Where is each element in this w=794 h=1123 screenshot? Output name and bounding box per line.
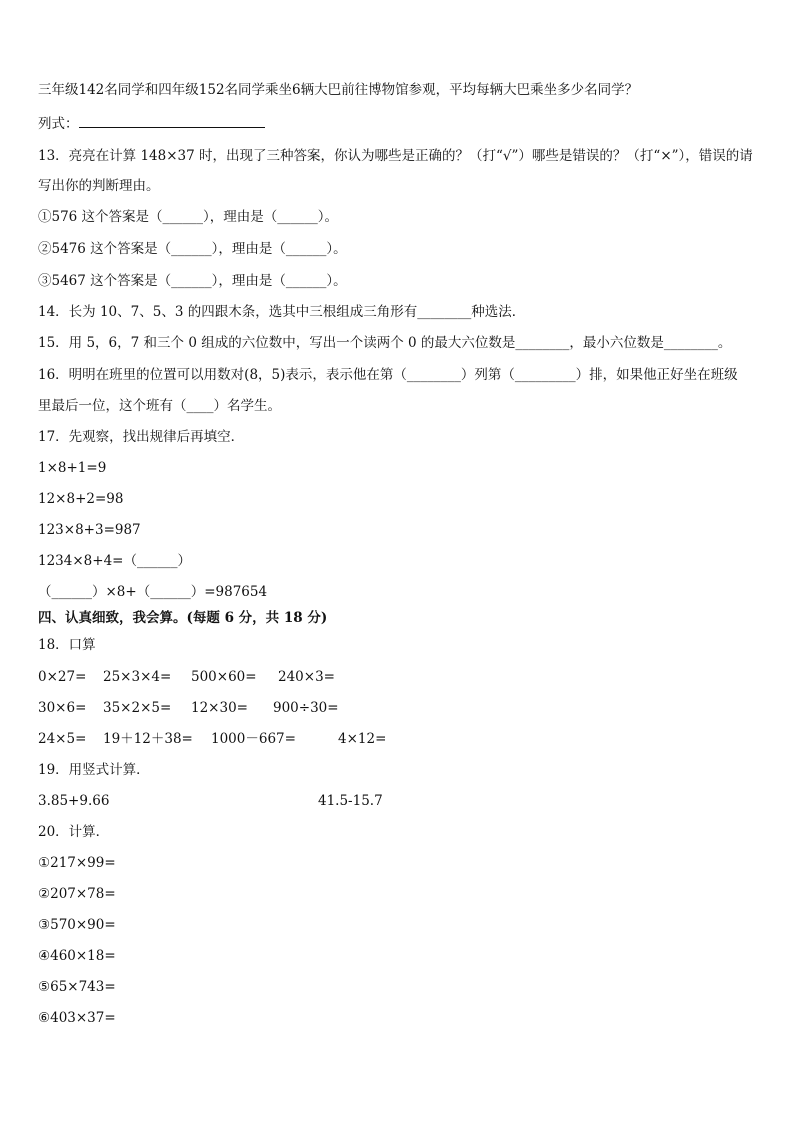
q18-r2-c4: 900÷30= (273, 700, 339, 716)
formula-blank[interactable] (79, 113, 265, 128)
q18-r1-c1: 0×27= (38, 669, 87, 685)
q18-row-3 (38, 729, 386, 749)
q13-item-3: ③5467 这个答案是（______），理由是（______）。 (38, 273, 347, 289)
q19-item-2: 41.5-15.7 (318, 793, 383, 809)
q20-item-5: ⑤65×743= (38, 979, 116, 995)
q20-item-4: ④460×18= (38, 948, 116, 964)
q19-item-1: 3.85+9.66 (38, 793, 110, 809)
q17-pattern-3: 123×8+3=987 (38, 522, 141, 538)
q13-item-2: ②5476 这个答案是（______），理由是（______）。 (38, 241, 347, 257)
q18-row-1 (38, 667, 335, 687)
q18-r2-c3: 12×30= (191, 700, 248, 716)
q15: 15．用 5，6，7 和三个 0 组成的六位数中，写出一个读两个 0 的最大六位数是________，最小六位数是________。 (38, 335, 732, 351)
q16-line2: 里最后一位，这个班有（____）名学生。 (38, 398, 281, 414)
q18-r2-c2: 35×2×5= (103, 700, 172, 716)
intro-problem: 三年级142名同学和四年级152名同学乘坐6辆大巴前往博物馆参观，平均每辆大巴乘坐多少名同学？ (38, 82, 639, 98)
q18-r1-c2: 25×3×4= (103, 669, 172, 685)
q17-pattern-5: （______）×8+（______）=987654 (38, 584, 268, 600)
q16-line1: 16．明明在班里的位置可以用数对(8，5)表示，表示他在第（________）列第（_________）排，如果他正好坐在班级 (38, 367, 738, 383)
q20-item-2: ②207×78= (38, 886, 116, 902)
formula-line (38, 113, 265, 134)
q18-r1-c4: 240×3= (278, 669, 335, 685)
q13-line2: 写出你的判断理由。 (38, 178, 160, 194)
q18-r1-c3: 500×60= (191, 669, 257, 685)
q13-item-1: ①576 这个答案是（______），理由是（______）。 (38, 209, 339, 225)
q13-line1: 13．亮亮在计算 148×37 时，出现了三种答案，你认为哪些是正确的？（打“√”）哪些是错误的？（打“×”），错误的请 (38, 148, 753, 164)
q18-r3-c4: 4×12= (338, 731, 387, 747)
q18-title: 18．口算 (38, 637, 96, 653)
q20-item-6: ⑥403×37= (38, 1010, 116, 1026)
section4-heading: 四、认真细致，我会算。(每题 6 分，共 18 分) (38, 610, 328, 626)
q17-pattern-1: 1×8+1=9 (38, 460, 107, 476)
q18-r2-c1: 30×6= (38, 700, 87, 716)
formula-label: 列式： (38, 116, 79, 132)
q17-pattern-4: 1234×8+4=（______） (38, 553, 191, 569)
q19-row (38, 791, 383, 811)
q20-item-1: ①217×99= (38, 855, 116, 871)
q14: 14．长为 10、7、5、3 的四跟木条，选其中三根组成三角形有________种选法． (38, 304, 526, 320)
q18-r3-c2: 19＋12＋38= (103, 731, 193, 747)
q19-title: 19．用竖式计算． (38, 762, 150, 778)
q18-r3-c3: 1000－667= (211, 731, 296, 747)
q18-r3-c1: 24×5= (38, 731, 87, 747)
q18-row-2 (38, 698, 339, 718)
q20-title: 20．计算． (38, 824, 110, 840)
q17-title: 17．先观察，找出规律后再填空． (38, 429, 245, 445)
q20-item-3: ③570×90= (38, 917, 116, 933)
q17-pattern-2: 12×8+2=98 (38, 491, 124, 507)
